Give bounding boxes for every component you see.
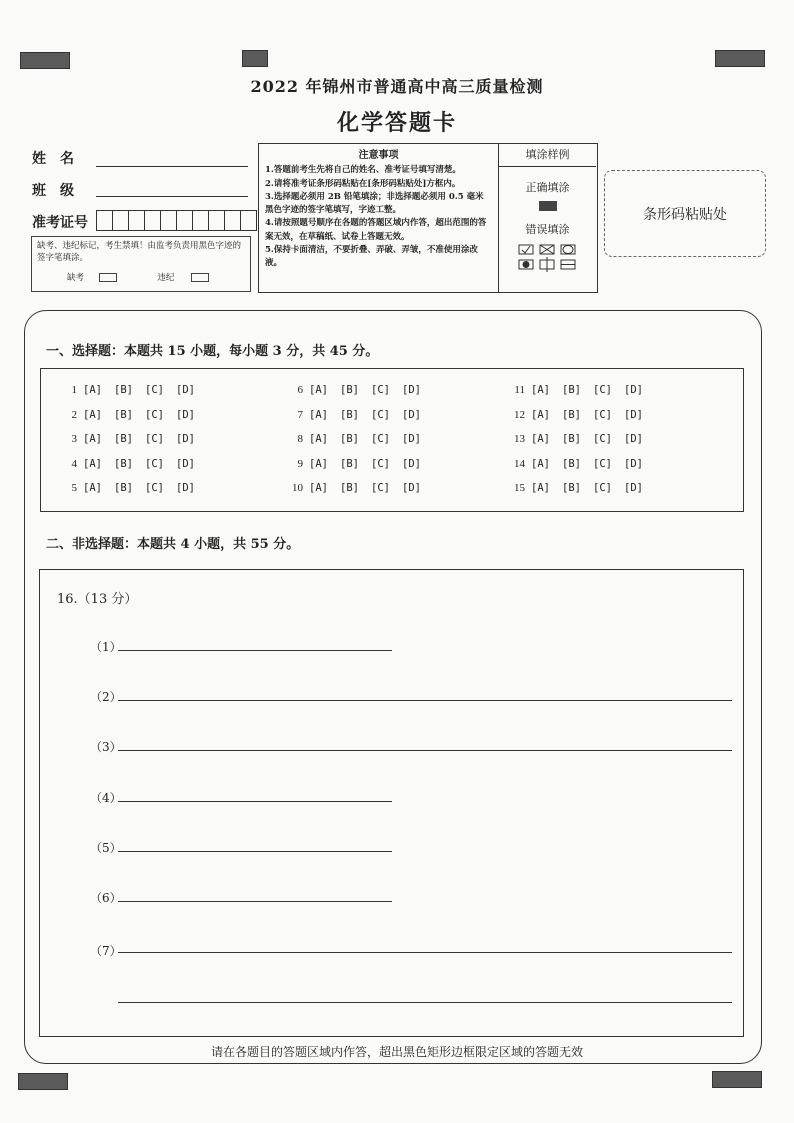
answer-bubble[interactable]: [B] <box>114 433 133 445</box>
answer-bubble[interactable]: [A] <box>531 433 550 445</box>
answer-line[interactable] <box>118 952 732 953</box>
answer-line[interactable] <box>118 650 392 651</box>
answer-bubble[interactable]: [C] <box>593 457 612 470</box>
question-16-box <box>39 569 744 1037</box>
answer-bubble[interactable]: [C] <box>593 433 612 445</box>
exam-id-digit-box[interactable] <box>224 210 241 231</box>
answer-bubble[interactable]: [C] <box>145 457 164 470</box>
exam-id-digit-box[interactable] <box>176 210 193 231</box>
sub-question-label: （7） <box>90 944 122 958</box>
question-number: 1 <box>71 384 77 396</box>
answer-bubble[interactable]: [A] <box>83 433 102 445</box>
notice-item: 3.选择题必须用 2B 铅笔填涂；非选择题必须用 0.5 毫米黑色字迹的签字笔填写，字迹工整。 <box>265 191 484 216</box>
answer-bubble[interactable]: [C] <box>371 457 390 470</box>
answer-line[interactable] <box>118 801 392 802</box>
answer-bubble[interactable]: [D] <box>402 457 421 470</box>
exam-id-digit-box[interactable] <box>192 210 209 231</box>
answer-bubble[interactable]: [B] <box>562 408 581 421</box>
answer-bubble[interactable]: [D] <box>624 384 643 396</box>
registration-marker <box>715 50 765 67</box>
answer-bubble[interactable]: [A] <box>531 457 550 470</box>
answer-bubble[interactable]: [A] <box>531 482 550 494</box>
answer-bubble[interactable]: [B] <box>114 408 133 421</box>
name-field[interactable] <box>96 166 248 167</box>
answer-bubble[interactable]: [A] <box>309 433 328 445</box>
answer-bubble[interactable]: [C] <box>593 408 612 421</box>
choice-question-row <box>55 433 207 445</box>
question-number: 14 <box>514 457 525 470</box>
answer-bubble[interactable]: [A] <box>531 384 550 396</box>
violation-label: 违纪 <box>157 273 175 283</box>
choice-question-row <box>281 409 433 421</box>
card-title: 化学答题卡 <box>336 110 457 136</box>
question-number: 13 <box>514 433 525 445</box>
answer-bubble[interactable]: [C] <box>145 482 164 494</box>
question-number: 6 <box>297 384 303 396</box>
absent-label: 缺考 <box>67 273 85 283</box>
question-number: 8 <box>297 433 303 445</box>
answer-bubble[interactable]: [A] <box>83 482 102 494</box>
answer-line[interactable] <box>118 750 732 751</box>
exam-id-digit-box[interactable] <box>240 210 257 231</box>
wrong-fill-samples <box>513 241 583 275</box>
exam-id-digit-box[interactable] <box>112 210 129 231</box>
exam-id-digit-box[interactable] <box>208 210 225 231</box>
notice-title: 注意事项 <box>358 150 399 161</box>
exam-title: 2022 年锦州市普通高中高三质量检测 <box>250 77 544 96</box>
fill-sample-panel <box>499 144 596 292</box>
question-number: 3 <box>71 433 77 445</box>
choice-question-row <box>55 384 207 396</box>
barcode-area <box>604 170 766 257</box>
question-number: 10 <box>292 482 303 494</box>
answer-bubble[interactable]: [B] <box>562 482 581 494</box>
notice-item: 1.答题前考生先将自己的姓名、准考证号填写清楚。 <box>265 165 461 176</box>
choice-question-row <box>55 409 207 421</box>
sub-question-label: （6） <box>90 891 122 905</box>
answer-bubble[interactable]: [C] <box>371 384 390 396</box>
answer-bubble[interactable]: [D] <box>176 433 195 445</box>
exam-id-boxes[interactable] <box>96 210 256 231</box>
answer-bubble[interactable]: [A] <box>531 408 550 421</box>
choice-question-row <box>55 458 207 470</box>
notice-item: 5.保持卡面清洁，不要折叠、弄破、弄皱，不准使用涂改液。 <box>265 245 478 269</box>
name-label: 姓 名 <box>32 151 74 167</box>
answer-bubble[interactable]: [A] <box>309 482 328 494</box>
choice-question-row <box>281 482 433 494</box>
answer-bubble[interactable]: [D] <box>624 433 643 445</box>
answer-bubble[interactable]: [D] <box>402 384 421 396</box>
answer-bubble[interactable]: [D] <box>176 384 195 396</box>
question-number: 11 <box>514 384 525 396</box>
correct-fill-sample <box>539 201 557 211</box>
answer-bubble[interactable]: [A] <box>83 457 102 470</box>
registration-marker <box>242 50 268 67</box>
exam-id-digit-box[interactable] <box>160 210 177 231</box>
section1-title: 一、选择题：本题共 15 小题，每小题 3 分，共 45 分。 <box>46 344 379 359</box>
choice-question-row <box>281 433 433 445</box>
answer-bubble[interactable]: [C] <box>371 433 390 445</box>
question-number: 5 <box>71 482 77 494</box>
registration-marker <box>18 1073 68 1090</box>
choice-question-row <box>281 458 433 470</box>
exam-id-digit-box[interactable] <box>144 210 161 231</box>
answer-bubble[interactable]: [C] <box>593 482 612 494</box>
answer-bubble[interactable]: [D] <box>402 482 421 494</box>
sub-question-label: （4） <box>90 791 122 805</box>
answer-bubble[interactable]: [D] <box>176 408 195 421</box>
notice-item: 4.请按照题号顺序在各题的答题区域内作答，超出范围的答案无效，在草稿纸、试卷上答题无效。 <box>265 218 487 242</box>
question-number: 9 <box>297 457 303 470</box>
sub-question-label: （3） <box>90 740 122 754</box>
answer-bubble[interactable]: [B] <box>340 408 359 421</box>
exam-id-digit-box[interactable] <box>128 210 145 231</box>
sub-question-label: （1） <box>90 640 122 654</box>
answer-bubble[interactable]: [C] <box>145 384 164 396</box>
question-number: 15 <box>514 482 525 494</box>
answer-bubble[interactable]: [B] <box>562 433 581 445</box>
answer-bubble[interactable]: [D] <box>624 408 643 421</box>
answer-bubble[interactable]: [D] <box>624 457 643 470</box>
answer-bubble[interactable]: [B] <box>562 457 581 470</box>
correct-fill-label: 正确填涂 <box>525 181 570 194</box>
answer-bubble[interactable]: [A] <box>309 457 328 470</box>
answer-bubble[interactable]: [B] <box>340 384 359 396</box>
choice-question-row <box>503 384 655 396</box>
answer-bubble[interactable]: [D] <box>624 482 643 494</box>
choice-question-row <box>55 482 207 494</box>
answer-bubble[interactable]: [D] <box>176 457 195 470</box>
choice-question-row <box>503 482 655 494</box>
class-label: 班 级 <box>32 183 74 199</box>
fill-sample-title: 填涂样例 <box>499 144 596 167</box>
answer-bubble[interactable]: [B] <box>562 384 581 396</box>
class-field[interactable] <box>96 196 248 197</box>
sub-question-label: （5） <box>90 841 122 855</box>
choice-question-row <box>503 409 655 421</box>
exam-id-digit-box[interactable] <box>96 210 113 231</box>
footer-warning: 请在各题目的答题区域内作答，超出黑色矩形边框限定区域的答题无效 <box>210 1045 583 1059</box>
absence-instructions: 缺考、违纪标记，考生禁填！由监考负责用黑色字迹的签字笔填涂。 <box>37 241 242 263</box>
absence-mark-box <box>31 236 251 292</box>
choice-question-row <box>281 384 433 396</box>
question-number: 4 <box>71 457 77 470</box>
absent-checkbox[interactable] <box>99 273 117 282</box>
section2-title: 二、非选择题：本题共 4 小题，共 55 分。 <box>46 537 300 552</box>
registration-marker <box>20 52 70 69</box>
answer-bubble[interactable]: [D] <box>402 408 421 421</box>
choice-question-row <box>503 458 655 470</box>
answer-bubble[interactable]: [A] <box>83 384 102 396</box>
notice-panel <box>258 143 598 293</box>
answer-bubble[interactable]: [B] <box>340 433 359 445</box>
answer-bubble[interactable]: [C] <box>593 384 612 396</box>
barcode-label: 条形码粘贴处 <box>643 206 727 223</box>
notice-list <box>259 144 499 292</box>
answer-line[interactable] <box>118 901 392 902</box>
answer-line[interactable] <box>118 851 392 852</box>
answer-line[interactable] <box>118 700 732 701</box>
choice-answer-box <box>40 368 744 512</box>
answer-bubble[interactable]: [B] <box>340 482 359 494</box>
wrong-fill-label: 错误填涂 <box>525 223 570 236</box>
question-number: 7 <box>297 408 303 421</box>
answer-bubble[interactable]: [C] <box>371 482 390 494</box>
exam-id-label: 准考证号 <box>32 215 88 231</box>
notice-item: 2.请将准考证条形码粘贴在[条形码粘贴处]方框内。 <box>265 178 461 189</box>
answer-bubble[interactable]: [B] <box>114 457 133 470</box>
answer-bubble[interactable]: [C] <box>145 433 164 445</box>
answer-bubble[interactable]: [D] <box>402 433 421 445</box>
answer-bubble[interactable]: [C] <box>145 408 164 421</box>
answer-bubble[interactable]: [D] <box>176 482 195 494</box>
question-16-title: 16.（13 分） <box>57 592 138 607</box>
answer-bubble[interactable]: [C] <box>371 408 390 421</box>
question-number: 12 <box>514 408 525 421</box>
answer-line[interactable] <box>118 1002 732 1003</box>
answer-bubble[interactable]: [A] <box>83 408 102 421</box>
answer-bubble[interactable]: [B] <box>340 457 359 470</box>
answer-bubble[interactable]: [A] <box>309 408 328 421</box>
answer-bubble[interactable]: [A] <box>309 384 328 396</box>
violation-checkbox[interactable] <box>191 273 209 282</box>
answer-bubble[interactable]: [B] <box>114 384 133 396</box>
choice-question-row <box>503 433 655 445</box>
sub-question-label: （2） <box>90 690 122 704</box>
registration-marker <box>712 1071 762 1088</box>
answer-bubble[interactable]: [B] <box>114 482 133 494</box>
question-number: 2 <box>71 408 77 421</box>
